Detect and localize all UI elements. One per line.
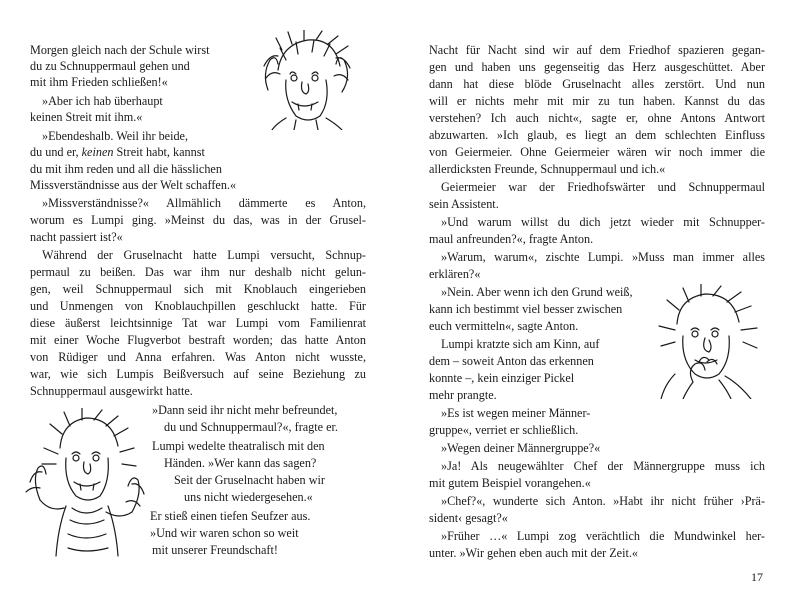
text-line: konnte –, kein einziger Pickel: [429, 371, 575, 385]
text-line: du zu Schnuppermaul gehen und: [30, 59, 190, 73]
text-line: gruppe«, verriet er schließlich.: [429, 423, 579, 437]
text-line: »Warum, warum«, zischte Lumpi. »Muss man immer alles: [441, 250, 765, 264]
text-line: »Chef?«, wunderte sich Anton. »Habt ihr nicht früher ›Prä-: [441, 494, 765, 508]
text-line: Seit der Gruselnacht haben wir: [174, 473, 325, 487]
text-line: du und er, keinen Streit habt, kannst: [30, 145, 205, 159]
text-line: gen, weil Schnuppermaul sich mit Knoblauch eingerieben: [30, 282, 366, 296]
text-line: mit ihm Frieden schließen!«: [30, 75, 168, 89]
text-line: worum es Lumpi ging. »Meinst du das, was in der Grusel-: [30, 213, 366, 227]
text-line: »Nein. Aber wenn ich den Grund weiß,: [441, 285, 633, 299]
text-line: diese äußerst leichtsinnige Tat war Lumpi vom Familienrat: [30, 316, 366, 330]
text-line: mehr prangte.: [429, 388, 497, 402]
left-page: [0, 0, 394, 600]
text-line: Lumpi kratzte sich am Kinn, auf: [441, 337, 600, 351]
text-line: und Unmengen von Knoblauchpillen geschluckt hatte. Für: [30, 299, 366, 313]
text-line: Schnuppermaul ausgewirkt hatte.: [30, 384, 193, 398]
vampire-gesturing-icon: [22, 408, 147, 558]
text-line: permaul zu beißen. Das war ihm nur deshalb nicht gelun-: [30, 265, 366, 279]
text-line: maul anfreunden?«, fragte Anton.: [429, 232, 594, 246]
text-line: sident‹ gesagt?«: [429, 511, 508, 525]
text-line: allerdicksten Freunde, Schnuppermaul und ich.«: [429, 162, 666, 176]
text-line: nacht passiert ist?«: [30, 230, 123, 244]
text-line: gen und haben uns gegenseitig das Herz ausgeschüttet. Aber: [429, 60, 765, 74]
right-page: [395, 0, 789, 600]
text-line: Händen. »Wer kann das sagen?: [164, 456, 317, 470]
text-line: Geiermeier war der Friedhofswärter und Schnuppermaul: [441, 180, 765, 194]
text-line: »Wegen deiner Männergruppe?«: [441, 441, 601, 455]
text-line: dem – soweit Anton das erkennen: [429, 354, 594, 368]
text-line: uns nicht wiedergesehen.«: [184, 490, 313, 504]
text-line: sein Assistent.: [429, 197, 499, 211]
text-line: Er stieß einen tiefen Seufzer aus.: [150, 509, 311, 523]
text-line: mit gutem Beispiel vorangehen.«: [429, 476, 591, 490]
page-number: 17: [751, 570, 763, 584]
text-line: du mit ihm reden und all die hässlichen: [30, 162, 222, 176]
text-line: verstehen? Ich auch nicht«, sagte er, ohne Antons Antwort: [429, 111, 765, 125]
text-line: Während der Gruselnacht hatte Lumpi versucht, Schnup-: [42, 248, 366, 262]
text-line: war, wie sich Lumpis Beißversuch auf seine Beziehung zu: [30, 367, 366, 381]
text-line: Morgen gleich nach der Schule wirst: [30, 43, 210, 57]
text-line: Lumpi wedelte theatralisch mit den: [152, 439, 325, 453]
vampire-scratching-chin-icon: [647, 284, 762, 399]
text-line: von Rüdiger und Anna erfahren. Was Anton nicht wusste,: [30, 350, 366, 364]
vampire-head-hands-icon: [256, 30, 356, 130]
text-line: Nacht für Nacht sind wir auf dem Friedhof spazieren gegan-: [429, 43, 765, 57]
text-line: will er nichts mehr mit mir zu tun haben. Kannst du das: [429, 94, 765, 108]
text-line: erklären?«: [429, 267, 481, 281]
emphasis: keinen: [81, 145, 114, 159]
text-line: »Ebendeshalb. Weil ihr beide,: [42, 129, 189, 143]
text-line: Missverständnisse aus der Welt schaffen.«: [30, 178, 237, 192]
text-line: mit unserer Freundschaft!: [152, 543, 278, 557]
text-line: dann hat diese blöde Gruselnacht alles zerstört. Und nun: [429, 77, 765, 91]
text-line: von Geiermeier. Ohne Geiermeier wären wir noch immer die: [429, 145, 765, 159]
text-line: »Und warum willst du dich jetzt wieder mit Schnupper-: [441, 215, 765, 229]
text-line: kann ich bestimmt viel besser zwischen: [429, 302, 623, 316]
text-line: »Dann seid ihr nicht mehr befreundet,: [152, 403, 338, 417]
text-line: du und Schnuppermaul?«, fragte er.: [164, 420, 338, 434]
text-line: »Früher …« Lumpi zog verächtlich die Mundwinkel her-: [441, 529, 765, 543]
text-line: »Missverständnisse?« Allmählich dämmerte es Anton,: [42, 196, 366, 210]
text-line: keinen Streit mit ihm.«: [30, 110, 143, 124]
text-line: »Aber ich hab überhaupt: [42, 94, 163, 108]
text-line: abzuwarten. »Ich glaub, es liegt an dem schlechten Einfluss: [429, 128, 765, 142]
text-line: »Ja! Als neugewählter Chef der Männergruppe muss ich: [441, 459, 765, 473]
text-line: unter. »Wir gehen eben auch mit der Zeit.«: [429, 546, 638, 560]
text-line: euch vermitteln«, sagte Anton.: [429, 319, 579, 333]
text-line: »Und wir waren schon so weit: [150, 526, 299, 540]
text-line: »Es ist wegen meiner Männer-: [441, 406, 591, 420]
text-line: mit einer Woche Flugverbot bestraft worden; das hatte Anton: [30, 333, 366, 347]
